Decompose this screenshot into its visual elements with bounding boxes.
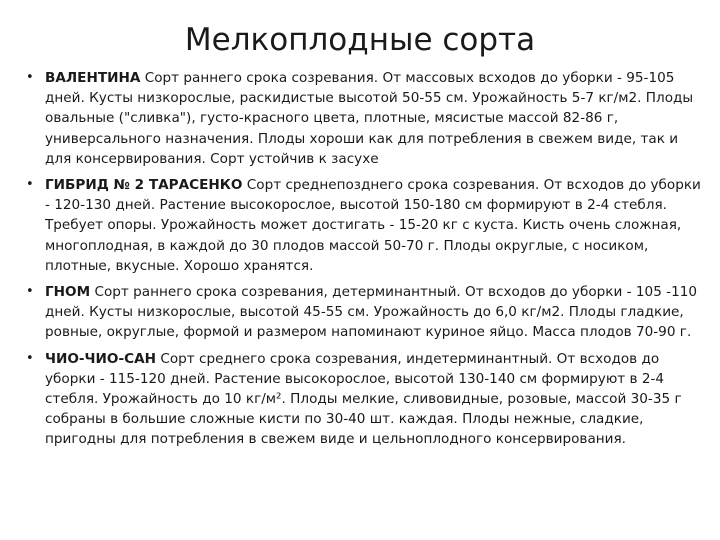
list-item-chio-chio-san — [26, 349, 701, 450]
variety-name: ЧИО-ЧИО-САН — [45, 350, 156, 367]
bullet-icon: • — [26, 350, 34, 366]
variety-description: Сорт среднего срока созревания, индетерминантный. От всходов до уборки - 115-120 дней. Растение высокорослое, высотой 130-140 см формируют в 2-4 стебля. Урожайность до 10 кг/м². Плоды мелкие, сливовидные, розовые, массой 30-35 г собраны в большие сложные кисти по 30-40 шт. каждая. Плоды нежные, сладкие, пригодны для потребления в свежем виде и цельноплодного консервирования. — [45, 350, 682, 448]
variety-description: Сорт среднепозднего срока созревания. От всходов до уборки - 120-130 дней. Растение высокорослое, высотой 150-180 см формируют в 2-4 стебля. Требует опоры. Урожайность может достигать - 15-20 кг с куста. Кисть очень сложная, многоплодная, в каждой до 30 плодов массой 50-70 г. Плоды округлые, с носиком, плотные, вкусные. Хорошо хранятся. — [45, 177, 701, 274]
list-item-valentina — [26, 68, 701, 169]
variety-name: ВАЛЕНТИНА — [45, 70, 141, 86]
bullet-icon: • — [26, 284, 34, 300]
variety-description: Сорт раннего срока созревания, детерминантный. От всходов до уборки - 105 -110 дней. Кусты низкорослые, высотой 45-55 см. Урожайность до 6,0 кг/м2. Плоды гладкие, ровные, округлые, формой и размером напоминают куриное яйцо. Масса плодов 70-90 г. — [45, 284, 698, 341]
variety-name: ГНОМ — [45, 284, 91, 301]
bullet-icon: • — [26, 70, 34, 85]
list-item-gnom — [26, 282, 701, 343]
variety-name: ГИБРИД № 2 ТАРАСЕНКО — [45, 177, 243, 194]
list-item-tarasenko — [26, 175, 701, 276]
slide-title: Мелкоплодные сорта — [184, 22, 536, 58]
variety-description: Сорт раннего срока созревания. От массовых всходов до уборки - 95-105 дней. Кусты низкорослые, раскидистые высотой 50-55 см. Урожайность 5-7 кг/м2. Плоды овальные ("сливка"), густо-красного цвета, плотные, мясистые массой 82-86 г, универсального назначения. Плоды хороши как для потребления в свежем виде, так и для консервирования. Сорт устойчив к засухе — [45, 70, 694, 167]
variety-list — [26, 68, 701, 456]
bullet-icon: • — [26, 177, 34, 193]
